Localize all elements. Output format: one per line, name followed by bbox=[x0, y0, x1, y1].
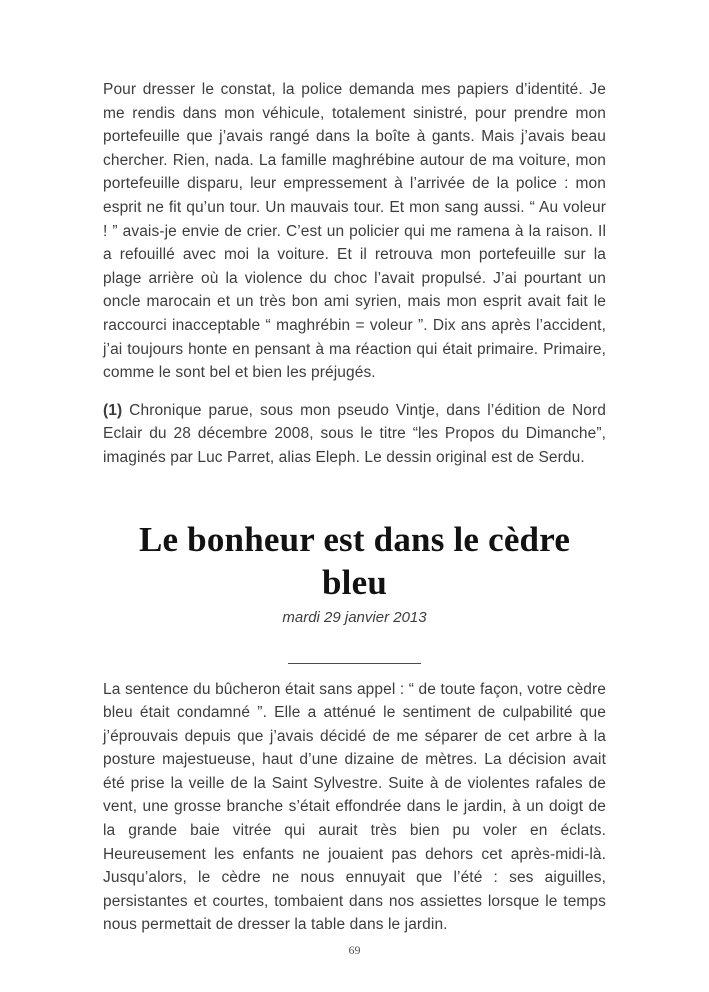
chapter-title: Le bonheur est dans le cèdre bleu bbox=[138, 519, 571, 602]
footnote-text: Chronique parue, sous mon pseudo Vintje, dans l’édition de Nord Eclair du 28 décembre 2008, sous le titre “les Propos du Dimanche”, imaginés par Luc Parret, alias Eleph. Le dessin original est de Serdu. bbox=[103, 401, 606, 466]
paragraph-cedre: La sentence du bûcheron était sans appel : “ de toute façon, votre cèdre bleu était condamné ”. Elle a atténué le sentiment de culpabilité que j’éprouvais depuis que j’avais décidé de me séparer de cet arbre à la posture majestueuse, haut d’une dizaine de mètres. La décision avait été prise la veille de la Saint Sylvestre. Suite à de violentes rafales de vent, une grosse branche s’était effondrée dans le jardin, à un doigt de la grande baie vitrée qui aurait très bien pu voler en éclats. Heureusement les enfants ne jouaient pas dehors cet après-midi-là. Jusqu’alors, le cèdre ne nous ennuyait que l’été : ses aiguilles, persistantes et courtes, tombaient dans nos assiettes lorsque le temps nous permettait de dresser la table dans le jardin. bbox=[103, 680, 606, 934]
chapter-date: mardi 29 janvier 2013 bbox=[282, 608, 427, 626]
page-number: 69 bbox=[348, 943, 361, 957]
footnote-marker: (1) bbox=[103, 401, 123, 419]
section-divider bbox=[288, 663, 421, 664]
page-content bbox=[103, 0, 606, 937]
paragraph-constat: Pour dresser le constat, la police demanda mes papiers d’identité. Je me rendis dans mon véhicule, totalement sinistré, pour prendre mon portefeuille que j’avais rangé dans la boîte à gants. Mais j’avais beau chercher. Rien, nada. La famille maghrébine autour de ma voiture, mon portefeuille disparu, leur empressement à l’arrivée de la police : mon esprit ne fit qu’un tour. Un mauvais tour. Et mon sang aussi. “ Au voleur ! ” avais-je envie de crier. C’est un policier qui me ramena à la raison. Il a refouillé avec moi la voiture. Et il retrouva mon portefeuille sur la plage arrière où la violence du choc l’avait propulsé. J’ai pourtant un oncle marocain et un très bon ami syrien, mais mon esprit avait fait le raccourci inacceptable “ maghrébin = voleur ”. Dix ans après l’accident, j’ai toujours honte en pensant à ma réaction qui était primaire. Primaire, comme le sont bel et bien les préjugés. bbox=[103, 81, 606, 382]
footnote bbox=[103, 399, 606, 470]
